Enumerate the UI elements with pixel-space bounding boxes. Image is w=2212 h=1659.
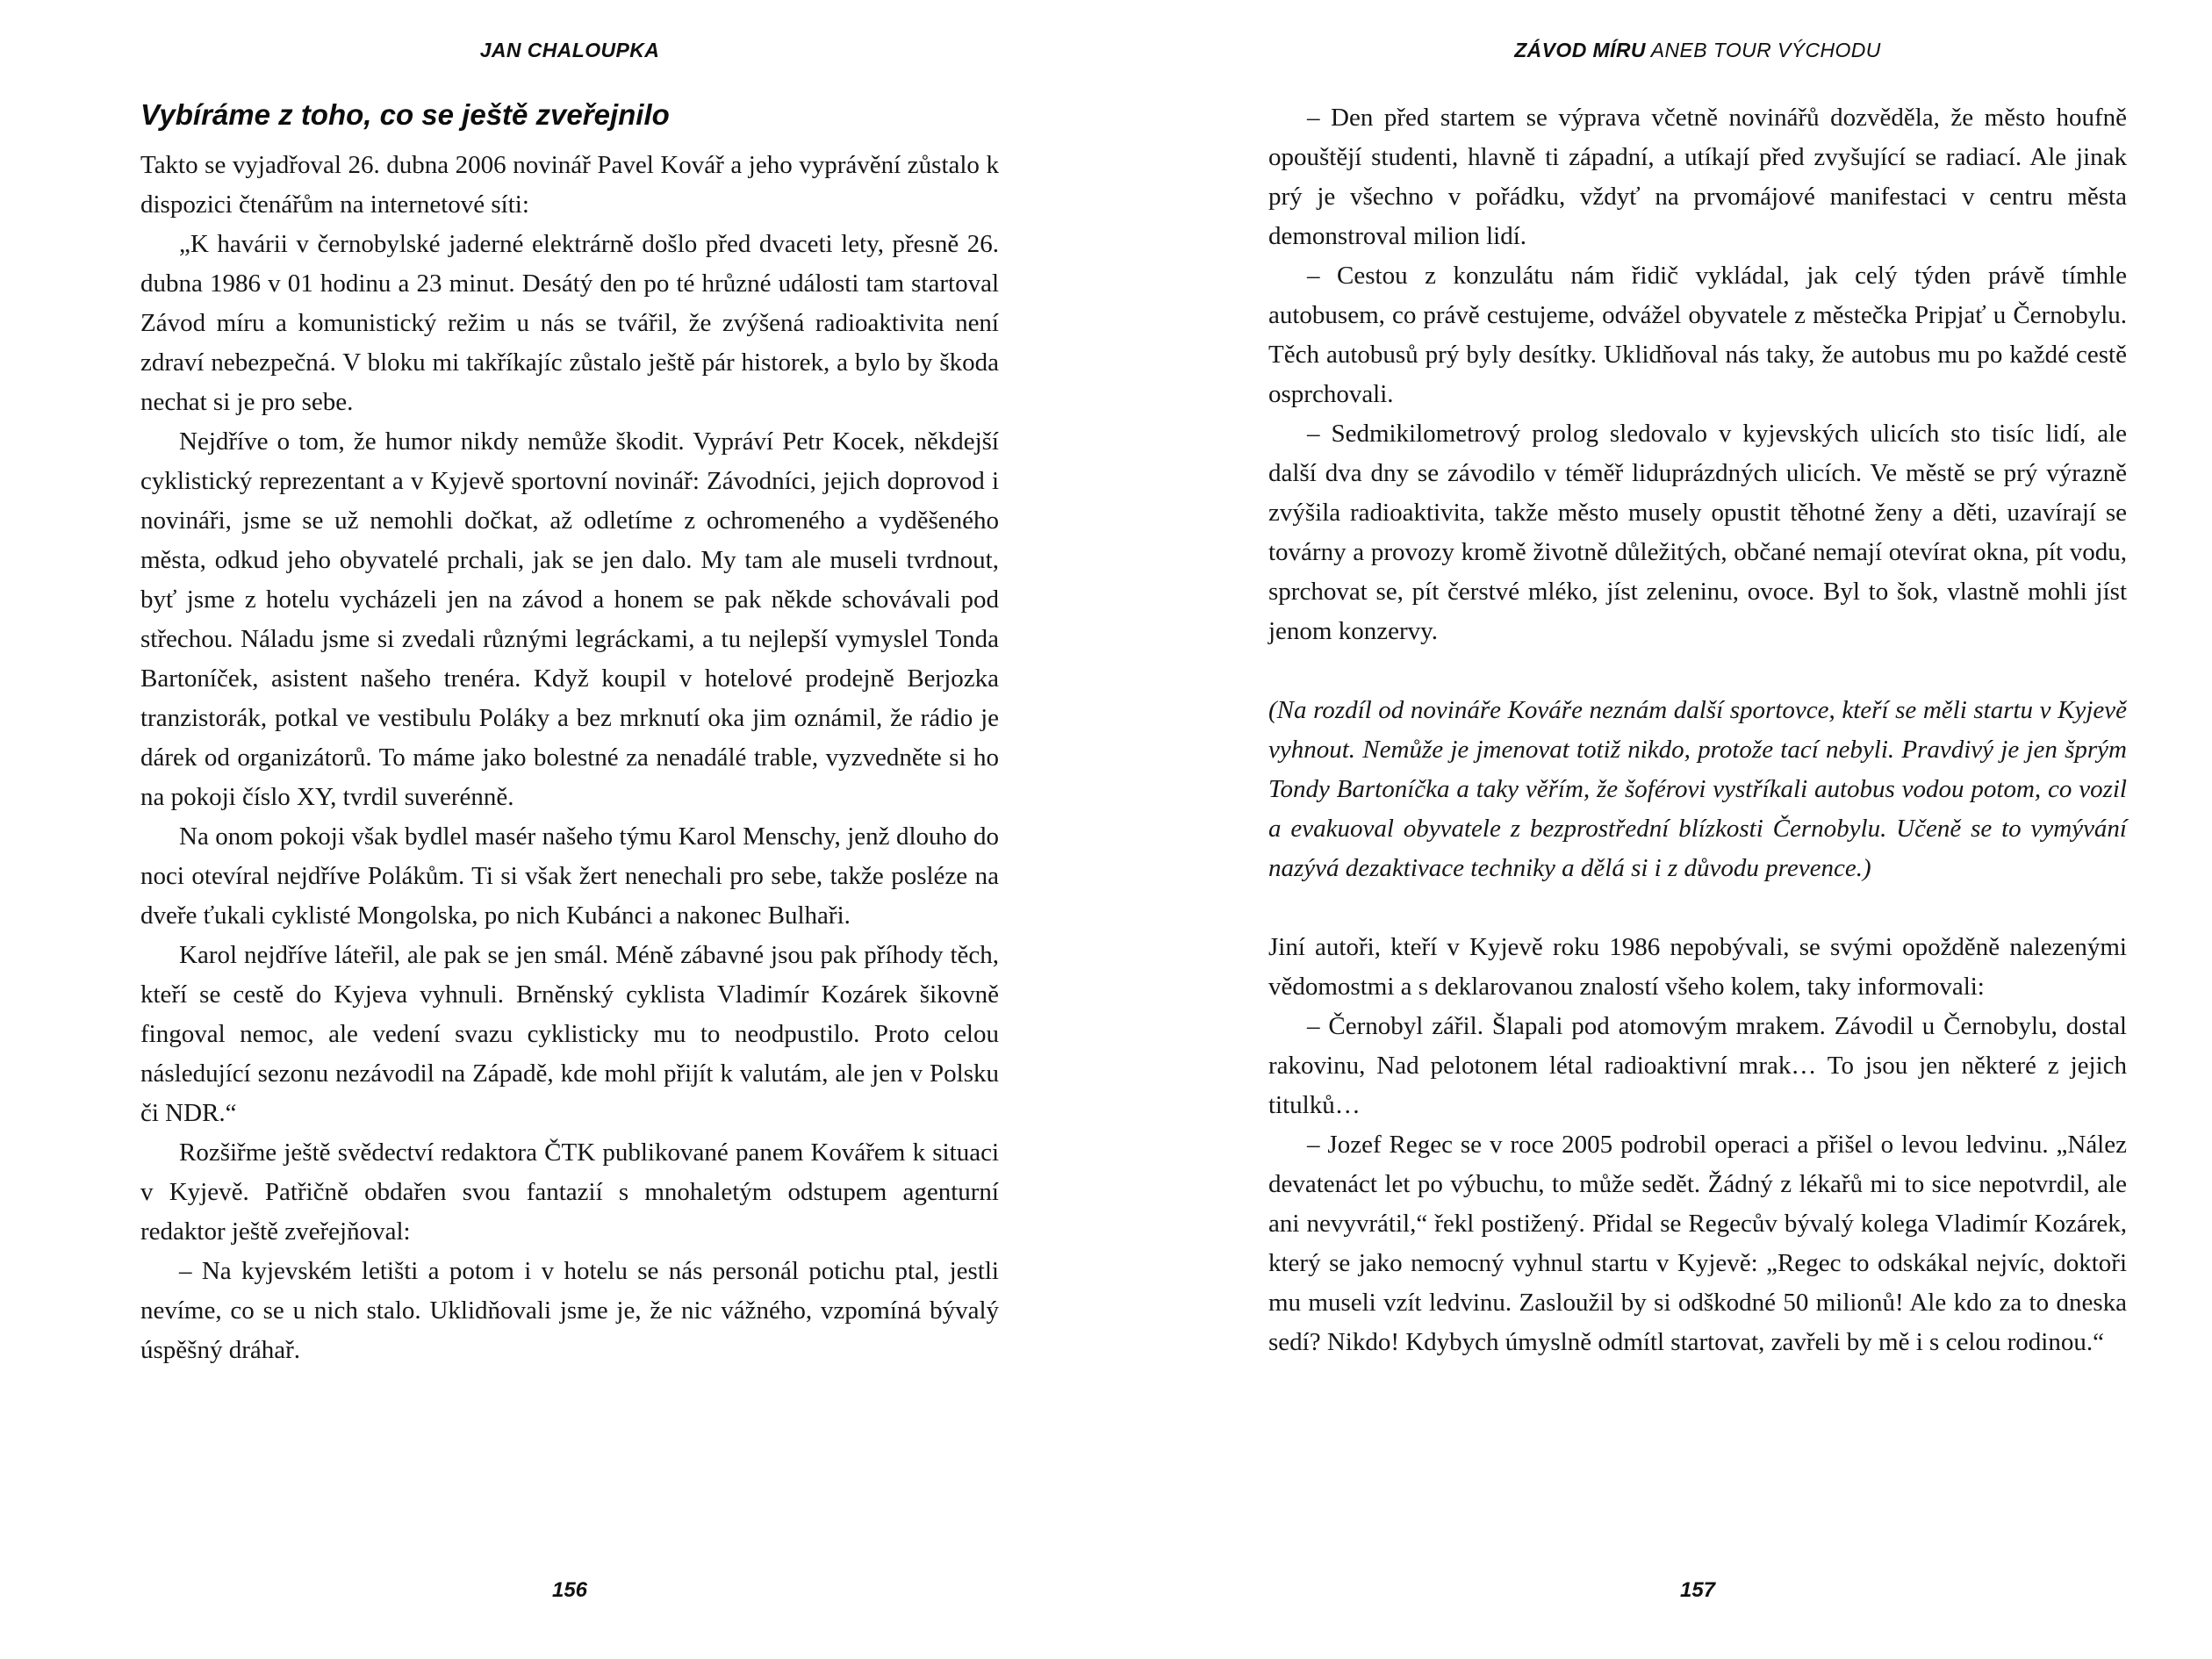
paragraph: Jiní autoři, kteří v Kyjevě roku 1986 nepobývali, se svými opožděně nalezenými vědomostmi a s deklarovanou znalostí všeho kolem, taky informovali: (1268, 933, 2127, 1001)
section-heading: Vybíráme z toho, co se ještě zveřejnilo (140, 98, 670, 131)
left-page-content (140, 98, 999, 1370)
right-page (1106, 0, 2212, 1659)
left-page-number: 156 (551, 1578, 588, 1602)
right-page-content (1268, 98, 2127, 1362)
paragraph: – Na kyjevském letišti a potom i v hotelu se nás personál potichu ptal, jestli nevíme, co se u nich stalo. Uklidňovali jsme je, že nic vážného, vzpomíná bývalý úspěšný dráhař. (140, 1257, 999, 1364)
paragraph: – Cestou z konzulátu nám řidič vykládal, jak celý týden právě tímhle autobusem, co právě cestujeme, odvážel obyvatele z městečka Pripjať u Černobylu. Těch autobusů prý byly desítky. Uklidňoval nás taky, že autobus mu po každé cestě osprchovali. (1268, 262, 2127, 408)
paragraph: Na onom pokoji však bydlel masér našeho týmu Karol Menschy, jenž dlouho do noci otevíral nejdříve Polákům. Ti si však žert nenechali pro sebe, takže posléze na dveře ťukali cyklisté Mongolska, po nich Kubánci a nakonec Bulhaři. (140, 822, 999, 930)
left-text-block (140, 146, 999, 1370)
paragraph: – Jozef Regec se v roce 2005 podrobil operaci a přišel o levou ledvinu. „Nález devatenáct let po výbuchu, to může sedět. Žádný z lékařů mi to sice nepotvrdil, ale ani nevyvrátil,“ řekl postižený. Přidal se Regecův bývalý kolega Vladimír Kozárek, který se jako nemocný vyhnul startu v Kyjevě: „Regec to odskákal nejvíc, doktoři mu museli vzít ledvinu. Zasloužil by si odškodné 50 milionů! Ale kdo za to dneska sedí? Nikdo! Kdybych úmyslně odmítl startovat, zavřeli by mě i s celou rodinou.“ (1268, 1131, 2127, 1356)
left-running-header: JAN CHALOUPKA (479, 39, 660, 61)
paragraph: (Na rozdíl od novináře Kováře neznám další sportovce, kteří se měli startu v Kyjevě vyhnout. Nemůže je jmenovat totiž nikdo, protože tací nebyli. Pravdivý je jen šprým Tondy Bartoníčka a taky věřím, že šoférovi vystříkali autobus vodou potom, co vozil a evakuoval obyvatele z bezprostřední blízkosti Černobylu. Učeně se to vymývání nazývá dezaktivace techniky a dělá si i z důvodu prevence.) (1268, 696, 2127, 882)
paragraph: Rozšiřme ještě svědectví redaktora ČTK publikované panem Kovářem k situaci v Kyjevě. Patřičně obdařen svou fantazií s mnohaletým odstupem agenturní redaktor ještě zveřejňoval: (140, 1138, 999, 1246)
right-page-number: 157 (1679, 1578, 1716, 1602)
paragraph: „K havárii v černobylské jaderné elektrárně došlo před dvaceti lety, přesně 26. dubna 1986 v 01 hodinu a 23 minut. Desátý den po té hrůzné události tam startoval Závod míru a komunistický režim u nás se tvářil, že zvýšená radioaktivita není zdraví nebezpečná. V bloku mi takříkajíc zůstalo ještě pár historek, a bylo by škoda nechat si je pro sebe. (140, 230, 999, 416)
paragraph: – Den před startem se výprava včetně novinářů dozvěděla, že město houfně opouštějí studenti, hlavně ti západní, a utíkají před zvyšující se radiací. Ale jinak prý je všechno v pořádku, vždyť na prvomájové manifestaci v centru města demonstroval milion lidí. (1268, 104, 2127, 250)
right-header-subtitle: ANEB TOUR VÝCHODU (1645, 39, 1881, 61)
right-header-title: ZÁVOD MÍRU (1514, 39, 1646, 61)
paragraph: Karol nejdříve láteřil, ale pak se jen smál. Méně zábavné jsou pak příhody těch, kteří se cestě do Kyjeva vyhnuli. Brněnský cyklista Vladimír Kozárek šikovně fingoval nemoc, ale vedení svazu cyklisticky mu to neodpustilo. Proto celou následující sezonu nezávodil na Západě, kde mohl přijít k valutám, ale jen v Polsku či NDR.“ (140, 941, 999, 1127)
right-running-header (1268, 39, 2127, 62)
paragraph: – Černobyl zářil. Šlapali pod atomovým mrakem. Závodil u Černobylu, dostal rakovinu, Nad pelotonem létal radioaktivní mrak… To jsou jen některé z jejich titulků… (1268, 1012, 2127, 1119)
paragraph: – Sedmikilometrový prolog sledovalo v kyjevských ulicích sto tisíc lidí, ale další dva dny se závodilo v téměř liduprázdných ulicích. Ve městě se prý výrazně zvýšila radioaktivita, takže město musely opustit těhotné ženy a děti, uzavírají se továrny a provozy kromě životně důležitých, občané nemají otevírat okna, pít vodu, sprchovat se, pít čerstvé mléko, jíst zeleninu, ovoce. Byl to šok, vlastně mohli jíst jenom konzervy. (1268, 420, 2127, 645)
paragraph: Nejdříve o tom, že humor nikdy nemůže škodit. Vypráví Petr Kocek, někdejší cyklistický reprezentant a v Kyjevě sportovní novinář: Závodníci, jejich doprovod i novináři, jsme se už nemohli dočkat, až odletíme z ochromeného a vyděšeného města, odkud jeho obyvatelé prchali, jak se jen dalo. My tam ale museli tvrdnout, byť jsme z hotelu vycházeli jen na závod a honem se pak někde schovávali pod střechou. Náladu jsme si zvedali různými legráckami, a tu nejlepší vymyslel Tonda Bartoníček, asistent našeho trenéra. Když koupil v hotelové prodejně Berjozka tranzistorák, potkal ve vestibulu Poláky a bez mrknutí oka jim oznámil, že rádio je dárek od organizátorů. To máme jako bolestné za nenadálé trable, vyzvedněte si ho na pokoji číslo XY, tvrdil suverénně. (140, 427, 999, 811)
right-text-block (1268, 98, 2127, 1362)
paragraph: Takto se vyjadřoval 26. dubna 2006 novinář Pavel Kovář a jeho vyprávění zůstalo k dispozici čtenářům na internetové síti: (140, 151, 999, 219)
